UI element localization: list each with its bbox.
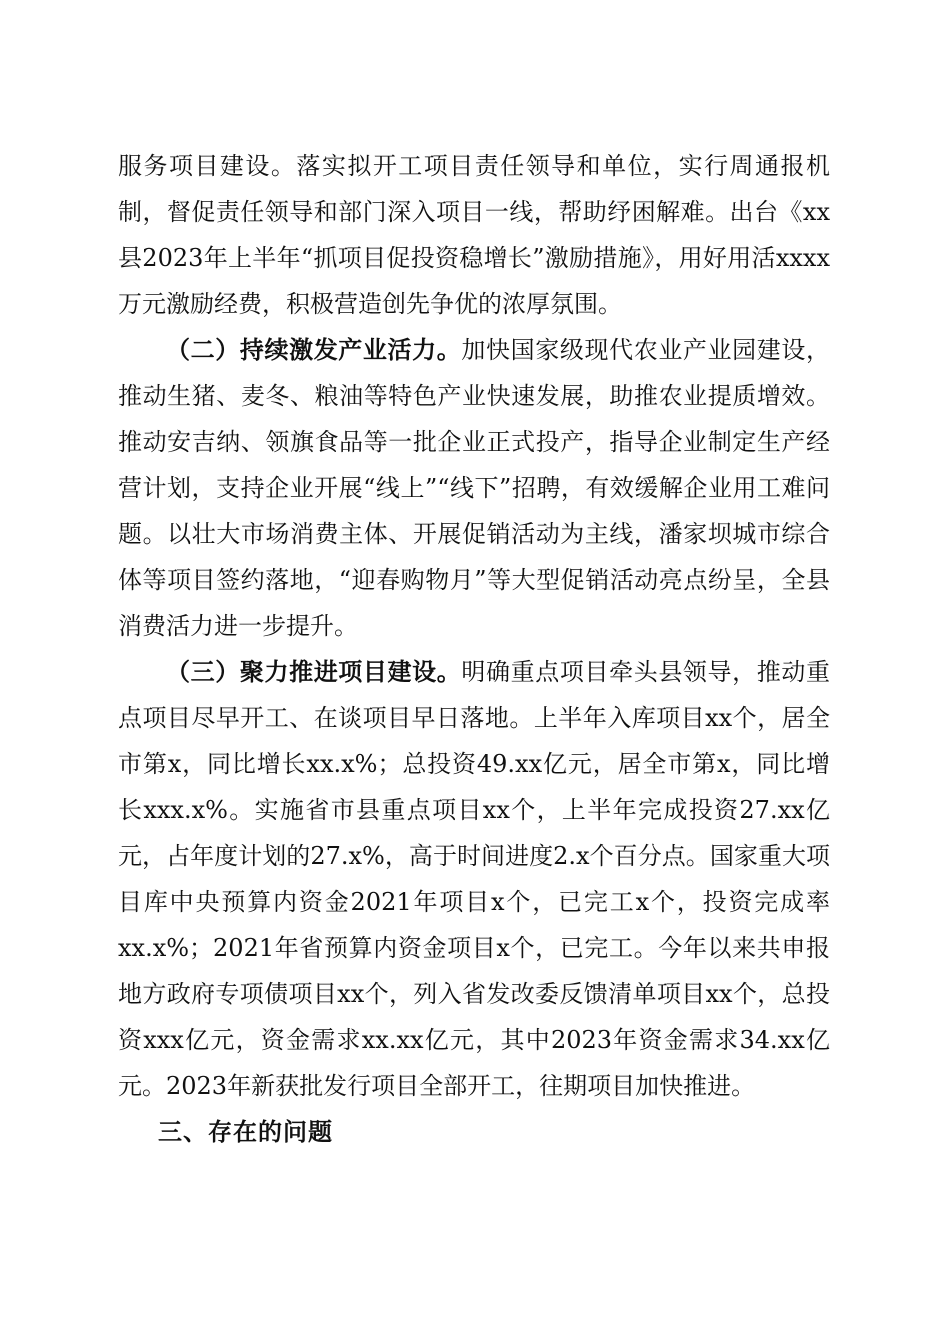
paragraph-lead: （二）持续激发产业活力。 bbox=[166, 336, 462, 364]
paragraph-lead: （三）聚力推进项目建设。 bbox=[166, 658, 462, 686]
paragraph-industry-vitality bbox=[118, 327, 830, 649]
paragraph-project-construction bbox=[118, 649, 830, 1109]
paragraph-project-service bbox=[118, 143, 830, 327]
paragraph-text: 加快国家级现代农业产业园建设，推动生猪、麦冬、粮油等特色产业快速发展，助推农业提质增效。推动安吉纳、领旗食品等一批企业正式投产，指导企业制定生产经营计划，支持企业开展“线上”“线下”招聘，有效缓解企业用工难问题。以壮大市场消费主体、开展促销活动为主线，潘家坝城市综合体等项目签约落地，“迎春购物月”等大型促销活动亮点纷呈，全县消费活力进一步提升。 bbox=[118, 336, 831, 640]
section-heading: 三、存在的问题 bbox=[158, 1118, 333, 1146]
document-body bbox=[118, 143, 830, 1155]
paragraph-text: 服务项目建设。落实拟开工项目责任领导和单位，实行周通报机制，督促责任领导和部门深入项目一线，帮助纾困解难。出台《xx县2023年上半年“抓项目促投资稳增长”激励措施》，用好用活xxxx万元激励经费，积极营造创先争优的浓厚氛围。 bbox=[118, 152, 830, 318]
paragraph-text: 明确重点项目牵头县领导，推动重点项目尽早开工、在谈项目早日落地。上半年入库项目xx个，居全市第x，同比增长xx.x%；总投资49.xx亿元，居全市第x，同比增长xxx.x%。实施省市县重点项目xx个，上半年完成投资27.xx亿元，占年度计划的27.x%，高于时间进度2.x个百分点。国家重大项目库中央预算内资金2021年项目x个，已完工x个，投资完成率xx.x%；2021年省预算内资金项目x个，已完工。今年以来共申报地方政府专项债项目xx个，列入省发改委反馈清单项目xx个，总投资xxx亿元，资金需求xx.xx亿元，其中2023年资金需求34.xx亿元。2023年新获批发行项目全部开工，往期项目加快推进。 bbox=[118, 658, 831, 1100]
